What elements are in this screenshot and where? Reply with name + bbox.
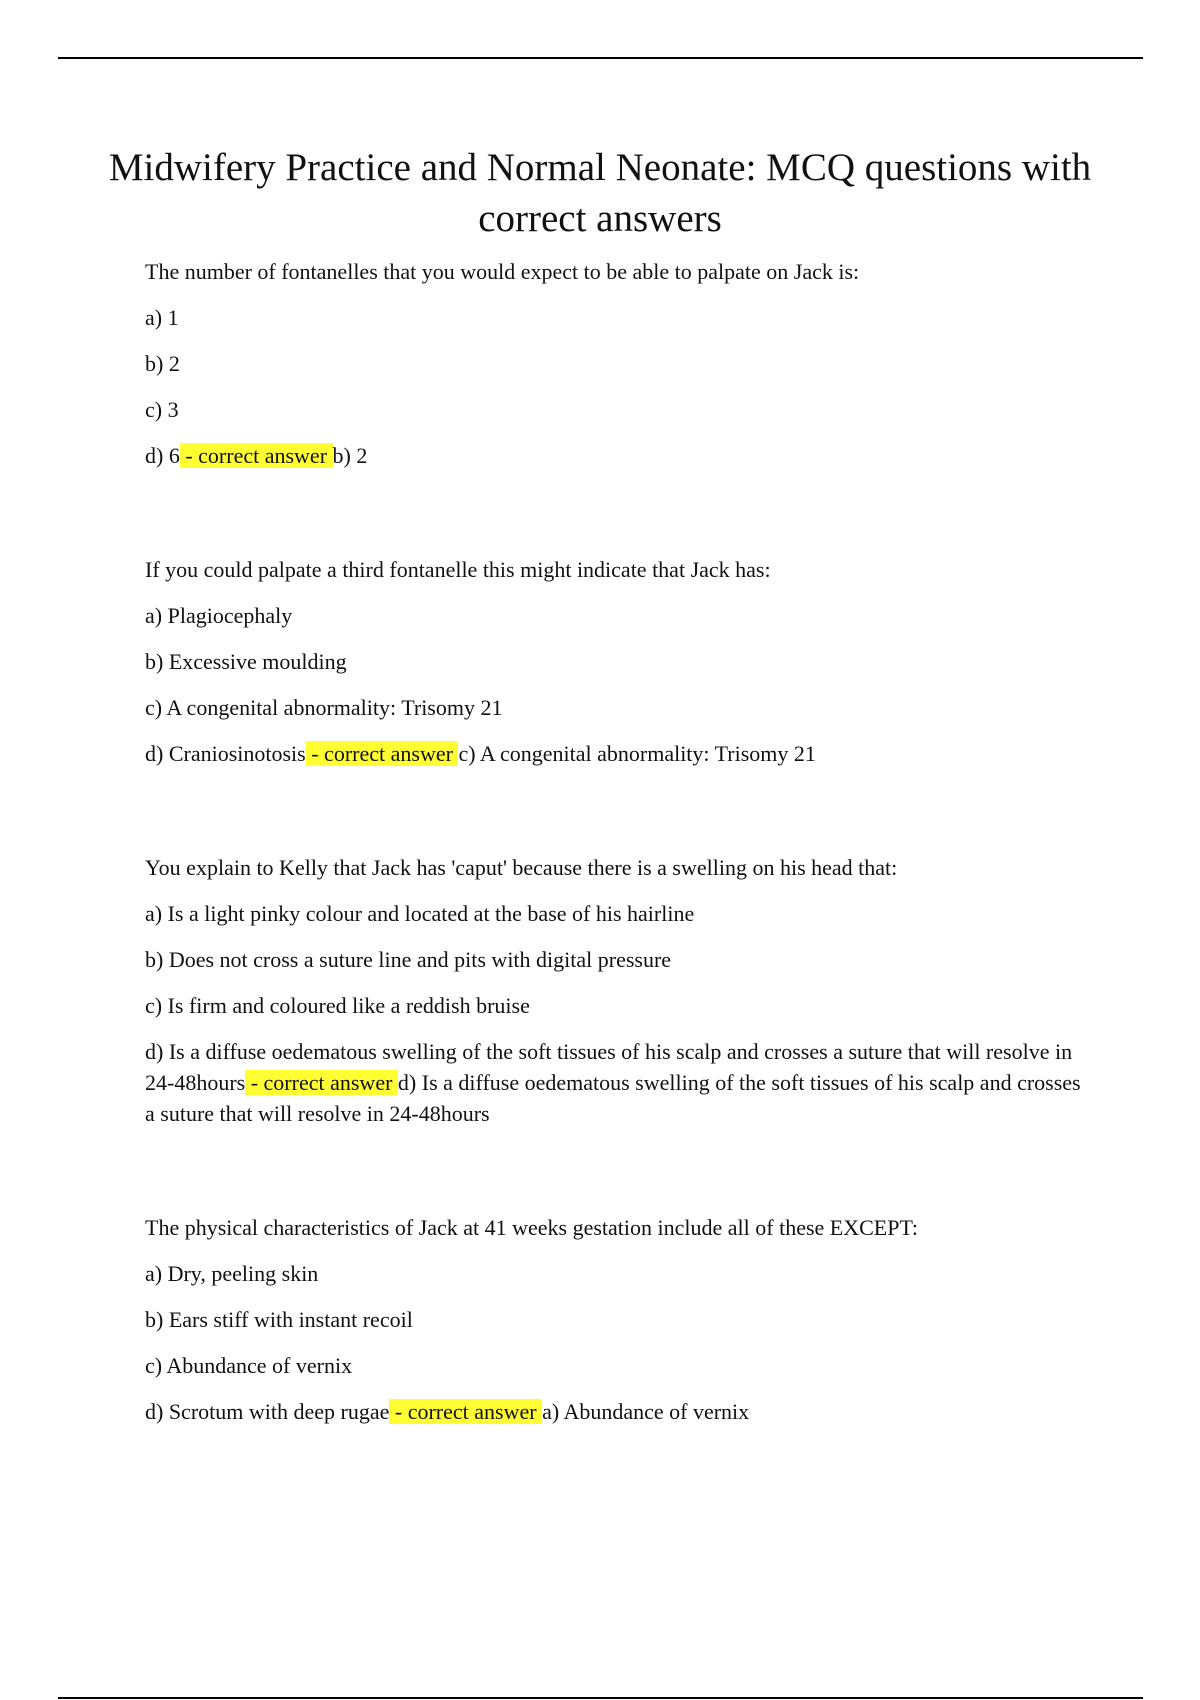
- option-d-with-answer: [145, 440, 1085, 471]
- question-text: The physical characteristics of Jack at 41 weeks gestation include all of these EXCEPT:: [145, 1215, 918, 1240]
- option-c: c) 3: [145, 397, 179, 422]
- question-2: [145, 554, 1085, 769]
- correct-answer-highlight: - correct answer: [305, 741, 459, 766]
- option-c: c) A congenital abnormality: Trisomy 21: [145, 695, 503, 720]
- question-3: [145, 852, 1085, 1129]
- option-b: b) 2: [145, 351, 180, 376]
- option-b: b) Ears stiff with instant recoil: [145, 1307, 413, 1332]
- correct-answer-highlight: - correct answer: [179, 443, 333, 468]
- question-list: [145, 256, 1085, 1510]
- question-4: [145, 1212, 1085, 1427]
- option-d: d) Craniosinotosis: [145, 741, 306, 766]
- question-text: You explain to Kelly that Jack has 'caput' because there is a swelling on his head that:: [145, 855, 898, 880]
- option-d-with-answer: [145, 1396, 1085, 1427]
- option-a: a) Is a light pinky colour and located at the base of his hairline: [145, 901, 695, 926]
- top-rule: [58, 57, 1143, 59]
- question-text: The number of fontanelles that you would expect to be able to palpate on Jack is:: [145, 259, 860, 284]
- option-b: b) Excessive moulding: [145, 649, 347, 674]
- correct-answer-highlight: - correct answer: [245, 1070, 398, 1095]
- option-d: d) Is a diffuse oedematous swelling of the soft tissues of his scalp and crosses a suture that will resolve in 24-48hours: [145, 1039, 1073, 1095]
- option-d: d) Scrotum with deep rugae: [145, 1399, 390, 1424]
- question-text: If you could palpate a third fontanelle this might indicate that Jack has:: [145, 557, 771, 582]
- correct-answer: d) Is a diffuse oedematous swelling of the soft tissues of his scalp and crosses a suture that will resolve in 24-48hours: [145, 1070, 1081, 1126]
- option-a: a) Plagiocephaly: [145, 603, 293, 628]
- correct-answer: b) 2: [332, 443, 368, 468]
- option-a: a) 1: [145, 305, 179, 330]
- option-d-with-answer: [145, 1036, 1085, 1129]
- option-d: d) 6: [145, 443, 180, 468]
- option-c: c) Abundance of vernix: [145, 1353, 353, 1378]
- document-title: Midwifery Practice and Normal Neonate: MCQ questions with correct answers: [108, 146, 1092, 240]
- option-a: a) Dry, peeling skin: [145, 1261, 319, 1286]
- option-d-with-answer: [145, 738, 1085, 769]
- bottom-rule: [58, 1697, 1143, 1699]
- correct-answer: c) A congenital abnormality: Trisomy 21: [458, 741, 816, 766]
- correct-answer-highlight: - correct answer: [389, 1399, 543, 1424]
- option-c: c) Is firm and coloured like a reddish bruise: [145, 993, 530, 1018]
- question-1: [145, 256, 1085, 471]
- option-b: b) Does not cross a suture line and pits with digital pressure: [145, 947, 672, 972]
- correct-answer: a) Abundance of vernix: [542, 1399, 750, 1424]
